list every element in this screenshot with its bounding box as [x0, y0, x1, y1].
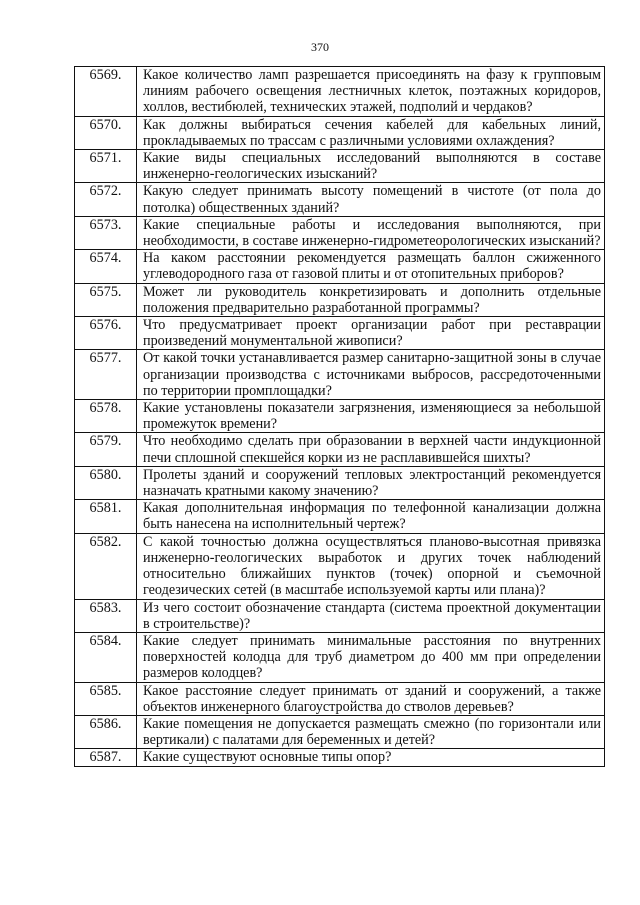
table-row [75, 749, 605, 766]
table-row [75, 183, 605, 216]
question-text: Из чего состоит обозначение стандарта (система проектной документации в строительстве)? [137, 600, 605, 632]
question-text: Какая дополнительная информация по телефонной канализации должна быть нанесена на исполнительный чертеж? [137, 500, 605, 532]
table-row [75, 534, 605, 600]
question-text: Какие существуют основные типы опор? [137, 749, 605, 765]
table-row [75, 284, 605, 317]
question-number: 6571. [75, 150, 137, 182]
question-number: 6569. [75, 67, 137, 116]
question-text: Какое количество ламп разрешается присоединять на фазу к групповым линиям рабочего освещения лестничных клеток, поэтажных коридоров, холлов, вестибюлей, технических этажей, подполий и чердаков? [137, 67, 605, 116]
question-text: Какие помещения не допускается размещать смежно (по горизонтали или вертикали) с палатами для беременных и детей? [137, 716, 605, 748]
question-text: Какое расстояние следует принимать от зданий и сооружений, а также объектов инженерного благоустройства до стволов деревьев? [137, 683, 605, 715]
table-row [75, 150, 605, 183]
table-row [75, 500, 605, 533]
question-number: 6586. [75, 716, 137, 748]
question-number: 6574. [75, 250, 137, 282]
table-row [75, 317, 605, 350]
question-text: Какие установлены показатели загрязнения, изменяющиеся за небольшой промежуток времени? [137, 400, 605, 432]
question-text: Как должны выбираться сечения кабелей для кабельных линий, прокладываемых по трассам с различными условиями охлаждения? [137, 117, 605, 149]
table-row [75, 250, 605, 283]
table-row [75, 433, 605, 466]
question-text: Какие следует принимать минимальные расстояния по внутренних поверхностей колодца для труб диаметром до 400 мм при определении размеров колодцев? [137, 633, 605, 682]
question-number: 6570. [75, 117, 137, 149]
question-number: 6572. [75, 183, 137, 215]
table-row [75, 683, 605, 716]
question-text: Что предусматривает проект организации работ при реставрации произведений монументальной живописи? [137, 317, 605, 349]
question-number: 6581. [75, 500, 137, 532]
question-text: С какой точностью должна осуществляться планово-высотная привязка инженерно-геологических выработок и других точек наблюдений относительно ближайших пунктов (точек) опорной и съемочной геодезических сетей (в масштабе используемой карты или плана)? [137, 534, 605, 599]
table-row [75, 600, 605, 633]
question-text: На каком расстоянии рекомендуется размещать баллон сжиженного углеводородного газа от газовой плиты и от отопительных приборов? [137, 250, 605, 282]
question-number: 6583. [75, 600, 137, 632]
question-text: От какой точки устанавливается размер санитарно-защитной зоны в случае организации производства с источниками выбросов, рассредоточенными по территории промплощадки? [137, 350, 605, 399]
table-row [75, 467, 605, 500]
question-number: 6585. [75, 683, 137, 715]
question-number: 6582. [75, 534, 137, 599]
question-number: 6579. [75, 433, 137, 465]
question-number: 6587. [75, 749, 137, 765]
table-row [75, 633, 605, 683]
table-row [75, 716, 605, 749]
question-number: 6577. [75, 350, 137, 399]
question-number: 6575. [75, 284, 137, 316]
question-text: Что необходимо сделать при образовании в верхней части индукционной печи сплошной спекшейся корки из не расплавившейся шихты? [137, 433, 605, 465]
question-text: Пролеты зданий и сооружений тепловых электростанций рекомендуется назначать кратными какому значению? [137, 467, 605, 499]
question-number: 6576. [75, 317, 137, 349]
questions-table [74, 66, 605, 767]
question-text: Какую следует принимать высоту помещений в чистоте (от пола до потолка) общественных зданий? [137, 183, 605, 215]
table-row [75, 217, 605, 250]
question-number: 6573. [75, 217, 137, 249]
question-text: Какие виды специальных исследований выполняются в составе инженерно-геологических изысканий? [137, 150, 605, 182]
page-number: 370 [311, 40, 329, 54]
table-row [75, 400, 605, 433]
question-number: 6580. [75, 467, 137, 499]
table-row [75, 350, 605, 400]
question-number: 6578. [75, 400, 137, 432]
question-text: Какие специальные работы и исследования выполняются, при необходимости, в составе инженерно-гидрометеорологических изысканий? [137, 217, 605, 249]
question-number: 6584. [75, 633, 137, 682]
table-row [75, 117, 605, 150]
question-text: Может ли руководитель конкретизировать и дополнить отдельные положения предварительно разработанной программы? [137, 284, 605, 316]
table-row [75, 67, 605, 117]
